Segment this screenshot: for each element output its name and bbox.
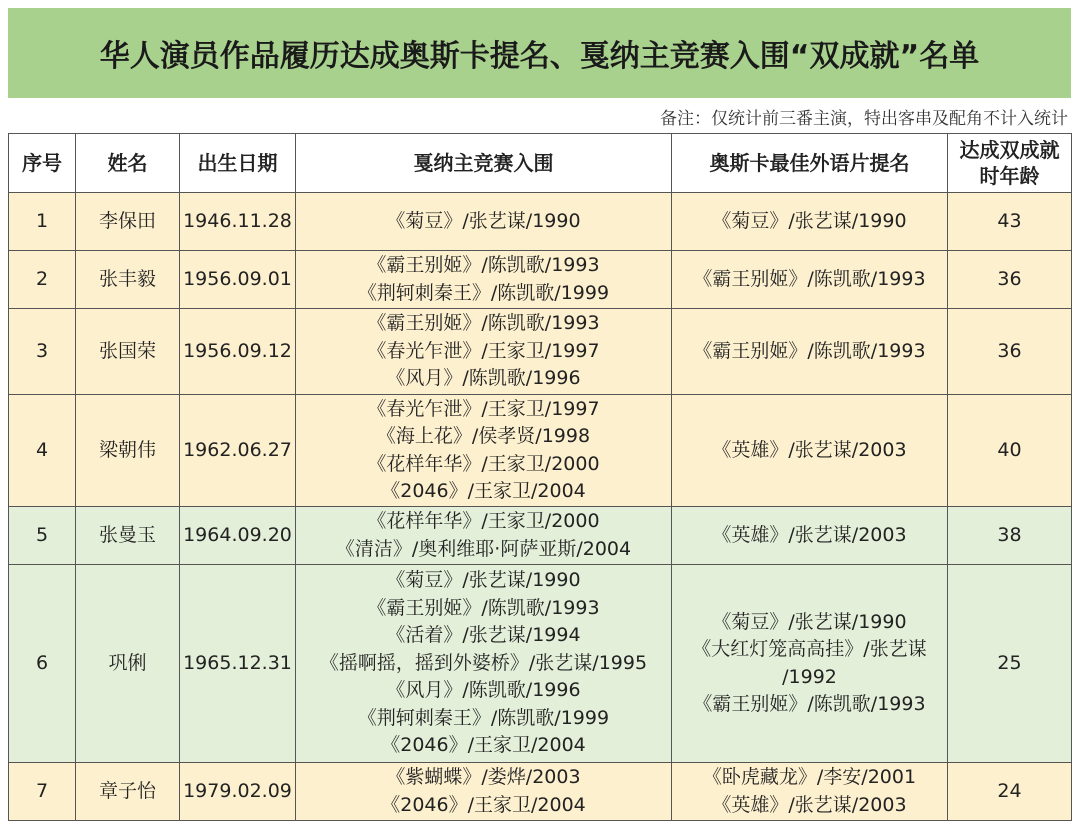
cannes-entry: 《花样年华》/王家卫/2000	[367, 510, 600, 532]
cannes-entry: 《紫蝴蝶》/娄烨/2003	[386, 766, 581, 788]
cannes-entry: 《风月》/陈凯歌/1996	[386, 679, 581, 702]
oscar-entry: 《大红灯笼高高挂》/张艺谋	[692, 638, 927, 660]
cell-cannes	[296, 395, 672, 507]
cell-index: 4	[9, 395, 76, 507]
cannes-entry: 《摇啊摇，摇到外婆桥》/张艺谋/1995	[319, 651, 648, 674]
table-row	[9, 763, 1072, 821]
table-row	[9, 395, 1072, 507]
cell-oscar	[672, 565, 948, 763]
cell-age: 25	[948, 565, 1072, 763]
oscar-entry: 《菊豆》/张艺谋/1990	[712, 209, 907, 232]
cell-oscar	[672, 251, 948, 309]
table-row	[9, 251, 1072, 309]
title-banner	[8, 8, 1071, 98]
cell-cannes	[296, 763, 672, 821]
header-oscar: 奥斯卡最佳外语片提名	[672, 134, 948, 193]
cell-age: 36	[948, 251, 1072, 309]
cannes-entry: 《春光乍泄》/王家卫/1997	[367, 397, 600, 420]
cell-birth: 1956.09.12	[180, 309, 296, 395]
oscar-entry: 《菊豆》/张艺谋/1990	[712, 610, 907, 633]
header-age	[948, 134, 1072, 193]
cannes-entry: 《清洁》/奥利维耶·阿萨亚斯/2004	[335, 537, 632, 560]
cannes-entry: 《2046》/王家卫/2004	[381, 734, 586, 757]
cell-name: 章子怡	[76, 763, 180, 821]
cell-index: 2	[9, 251, 76, 309]
cell-cannes	[296, 565, 672, 763]
achievement-table	[8, 133, 1072, 821]
cannes-entry: 《霸王别姬》/陈凯歌/1993	[367, 312, 600, 335]
oscar-entry: 《英雄》/张艺谋/2003	[712, 523, 907, 546]
cannes-entry: 《海上花》/侯孝贤/1998	[376, 425, 591, 447]
cannes-entry: 《霸王别姬》/陈凯歌/1993	[367, 254, 600, 276]
cannes-entry: 《春光乍泄》/王家卫/1997	[367, 339, 600, 362]
cell-oscar	[672, 309, 948, 395]
oscar-entry: 《英雄》/张艺谋/2003	[712, 438, 907, 461]
cell-birth: 1965.12.31	[180, 565, 296, 763]
cell-cannes	[296, 193, 672, 251]
header-cannes: 戛纳主竞赛入围	[296, 134, 672, 193]
cannes-entry: 《霸王别姬》/陈凯歌/1993	[367, 596, 600, 619]
cell-cannes	[296, 309, 672, 395]
oscar-entry: 《卧虎藏龙》/李安/2001	[702, 766, 917, 788]
cannes-entry: 《花样年华》/王家卫/2000	[367, 452, 600, 475]
table-row	[9, 507, 1072, 565]
cell-birth: 1964.09.20	[180, 507, 296, 565]
cell-oscar	[672, 507, 948, 565]
header-name: 姓名	[76, 134, 180, 193]
cell-name: 巩俐	[76, 565, 180, 763]
cell-cannes	[296, 507, 672, 565]
cell-age: 36	[948, 309, 1072, 395]
cannes-entry: 《2046》/王家卫/2004	[381, 480, 586, 502]
oscar-entry: 《霸王别姬》/陈凯歌/1993	[693, 693, 926, 715]
cell-index: 5	[9, 507, 76, 565]
cell-name: 张国荣	[76, 309, 180, 395]
header-age-line1: 达成双成就	[959, 138, 1060, 162]
oscar-entry: 《霸王别姬》/陈凯歌/1993	[693, 339, 926, 362]
cell-age: 43	[948, 193, 1072, 251]
cell-name: 梁朝伟	[76, 395, 180, 507]
cell-oscar	[672, 763, 948, 821]
cell-birth: 1946.11.28	[180, 193, 296, 251]
cell-name: 张曼玉	[76, 507, 180, 565]
page-title: 华人演员作品履历达成奥斯卡提名、戛纳主竞赛入围“双成就”名单	[99, 39, 980, 74]
cell-cannes	[296, 251, 672, 309]
cannes-entry: 《菊豆》/张艺谋/1990	[386, 209, 581, 232]
cannes-entry: 《菊豆》/张艺谋/1990	[386, 569, 581, 592]
cell-index: 7	[9, 763, 76, 821]
cell-birth: 1979.02.09	[180, 763, 296, 821]
cell-oscar	[672, 193, 948, 251]
table-row	[9, 193, 1072, 251]
cell-age: 24	[948, 763, 1072, 821]
cell-birth: 1962.06.27	[180, 395, 296, 507]
oscar-entry: /1992	[782, 665, 837, 688]
oscar-entry: 《霸王别姬》/陈凯歌/1993	[693, 267, 926, 290]
header-birth: 出生日期	[180, 134, 296, 193]
cannes-entry: 《2046》/王家卫/2004	[381, 793, 586, 816]
cannes-entry: 《活着》/张艺谋/1994	[386, 624, 581, 647]
footnote: 备注：仅统计前三番主演，特出客串及配角不计入统计	[660, 109, 1068, 129]
cell-age: 38	[948, 507, 1072, 565]
cell-index: 1	[9, 193, 76, 251]
cannes-entry: 《风月》/陈凯歌/1996	[386, 367, 581, 390]
table-row	[9, 565, 1072, 763]
oscar-entry: 《英雄》/张艺谋/2003	[712, 793, 907, 816]
cell-index: 3	[9, 309, 76, 395]
cell-birth: 1956.09.01	[180, 251, 296, 309]
header-row	[9, 134, 1072, 193]
cell-name: 张丰毅	[76, 251, 180, 309]
header-age-line2: 时年龄	[979, 164, 1040, 188]
cell-age: 40	[948, 395, 1072, 507]
cell-index: 6	[9, 565, 76, 763]
cannes-entry: 《荆轲刺秦王》/陈凯歌/1999	[357, 281, 610, 304]
cell-name: 李保田	[76, 193, 180, 251]
cell-oscar	[672, 395, 948, 507]
cannes-entry: 《荆轲刺秦王》/陈凯歌/1999	[357, 706, 610, 729]
table-row	[9, 309, 1072, 395]
header-index: 序号	[9, 134, 76, 193]
